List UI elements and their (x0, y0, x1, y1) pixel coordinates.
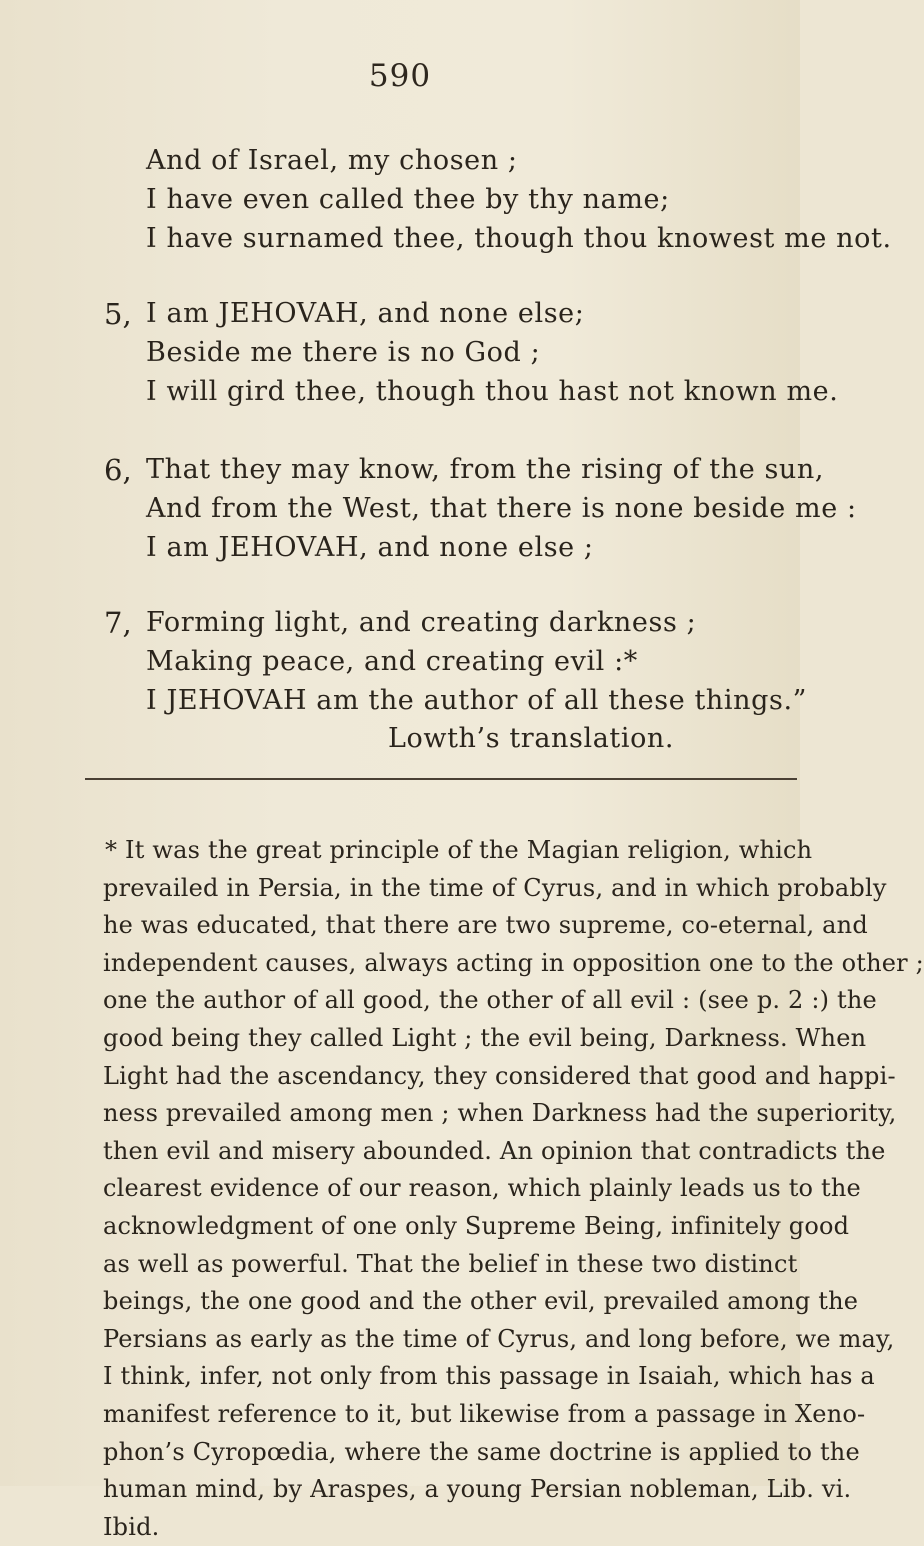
verse-line: Beside me there is no God ; (146, 337, 541, 368)
footnote-line: * It was the great principle of the Magian religion, which (105, 836, 813, 864)
footnote-divider (85, 778, 797, 780)
footnote (103, 832, 924, 1546)
footnote-line: then evil and misery abounded. An opinion that contradicts the (103, 1136, 886, 1165)
verse-line: Forming light, and creating darkness ; (146, 607, 697, 638)
verse-line: And of Israel, my chosen ; (146, 145, 518, 176)
page-number: 590 (368, 58, 432, 94)
verse-line: I will gird thee, though thou hast not known me. (146, 376, 839, 407)
footnote-line: phon’s Cyropœdia, where the same doctrine is applied to the (103, 1437, 860, 1466)
footnote-line: prevailed in Persia, in the time of Cyrus, and in which probably (103, 873, 887, 902)
footnote-line: one the author of all good, the other of all evil : (see p. 2 :) the (103, 986, 877, 1015)
footnote-line: manifest reference to it, but likewise from a passage in Xeno- (103, 1399, 866, 1428)
verse-line: I have even called thee by thy name; (146, 184, 670, 215)
verse-line: And from the West, that there is none beside me : (146, 493, 857, 524)
footnote-line: beings, the one good and the other evil, prevailed among the (103, 1287, 859, 1316)
verse-line: I am JEHOVAH, and none else; (146, 298, 585, 329)
footnote-line: he was educated, that there are two supreme, co-eternal, and (103, 911, 868, 940)
footnote-line: Ibid. (103, 1512, 160, 1541)
footnote-line: human mind, by Araspes, a young Persian nobleman, Lib. vi. (103, 1475, 852, 1504)
verse-number: 5, (104, 297, 132, 331)
verse-line: I JEHOVAH am the author of all these things.” (146, 685, 808, 716)
footnote-line: acknowledgment of one only Supreme Being, infinitely good (103, 1211, 850, 1240)
footnote-line: good being they called Light ; the evil being, Darkness. When (103, 1023, 867, 1052)
footnote-line: as well as powerful. That the belief in these two distinct (103, 1249, 798, 1278)
verse-line: I have surnamed thee, though thou knowest me not. (146, 223, 892, 254)
footnote-line: Persians as early as the time of Cyrus, and long before, we may, (103, 1324, 895, 1353)
verse-line: Making peace, and creating evil :* (146, 646, 638, 677)
footnote-line: ness prevailed among men ; when Darkness had the superiority, (103, 1099, 897, 1128)
translation-attribution: Lowth’s translation. (388, 723, 675, 754)
footnote-line: Light had the ascendancy, they considered that good and happi- (103, 1061, 896, 1090)
footnote-line: independent causes, always acting in opposition one to the other ; (103, 948, 924, 977)
verse-line: That they may know, from the rising of the sun, (146, 454, 825, 485)
verse-number: 7, (104, 606, 132, 640)
footnote-line: clearest evidence of our reason, which plainly leads us to the (103, 1174, 861, 1203)
verse-line: I am JEHOVAH, and none else ; (146, 532, 594, 563)
footnote-line: I think, infer, not only from this passage in Isaiah, which has a (103, 1362, 875, 1391)
verse-number: 6, (104, 453, 132, 487)
